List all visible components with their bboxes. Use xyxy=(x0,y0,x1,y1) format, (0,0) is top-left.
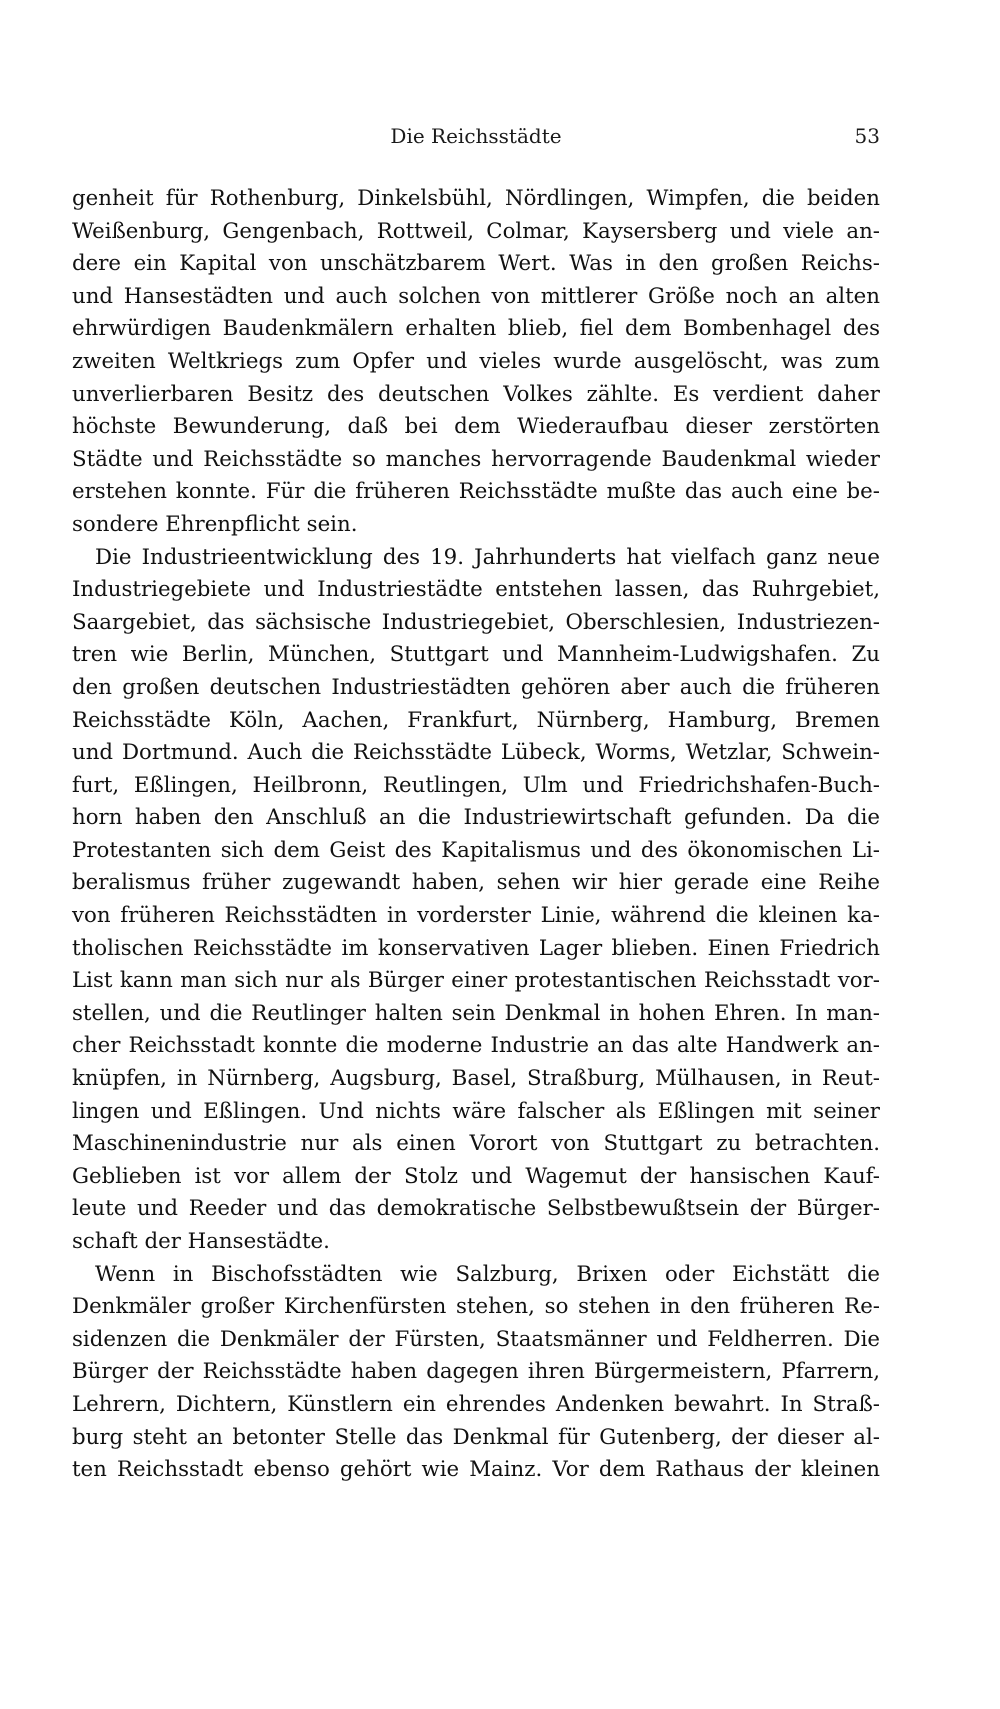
text-line: Städte und Reichsstädte so manches hervorragende Baudenkmal wieder xyxy=(72,446,880,472)
text-line: Geblieben ist vor allem der Stolz und Wagemut der hansischen Kauf- xyxy=(72,1163,880,1189)
text-line: List kann man sich nur als Bürger einer protestantischen Reichsstadt vor- xyxy=(72,968,880,994)
text-line: dere ein Kapital von unschätzbarem Wert. Was in den großen Reichs- xyxy=(72,251,880,277)
text-line: Industriegebiete und Industriestädte entstehen lassen, das Ruhrgebiet, xyxy=(72,577,880,603)
text-line: Wenn in Bischofsstädten wie Salzburg, Brixen oder Eichstätt die xyxy=(95,1261,880,1287)
paragraph xyxy=(72,542,880,1259)
text-line: ten Reichsstadt ebenso gehört wie Mainz. Vor dem Rathaus der kleinen xyxy=(72,1457,880,1483)
body-text xyxy=(72,183,880,1487)
text-line: Saargebiet, das sächsische Industriegebiet, Oberschlesien, Industriezen- xyxy=(72,609,880,635)
text-line: sondere Ehrenpflicht sein. xyxy=(72,511,358,537)
text-line: Die Industrieentwicklung des 19. Jahrhunderts hat vielfach ganz neue xyxy=(95,544,880,570)
text-line: ehrwürdigen Baudenkmälern erhalten blieb, fiel dem Bombenhagel des xyxy=(72,316,880,342)
text-line: furt, Eßlingen, Heilbronn, Reutlingen, Ulm und Friedrichshafen-Buch- xyxy=(72,772,880,798)
text-line: lingen und Eßlingen. Und nichts wäre falscher als Eßlingen mit seiner xyxy=(72,1098,880,1124)
text-line: tren wie Berlin, München, Stuttgart und Mannheim-Ludwigshafen. Zu xyxy=(72,642,880,668)
text-line: leute und Reeder und das demokratische Selbstbewußtsein der Bürger- xyxy=(72,1196,880,1222)
text-line: Reichsstädte Köln, Aachen, Frankfurt, Nürnberg, Hamburg, Bremen xyxy=(72,707,880,733)
text-line: unverlierbaren Besitz des deutschen Volkes zählte. Es verdient daher xyxy=(72,381,880,407)
running-title: Die Reichsstädte xyxy=(390,124,562,148)
text-line: höchste Bewunderung, daß bei dem Wiederaufbau dieser zerstörten xyxy=(72,414,880,440)
text-line: Protestanten sich dem Geist des Kapitalismus und des ökonomischen Li- xyxy=(72,837,880,863)
text-line: horn haben den Anschluß an die Industriewirtschaft gefunden. Da die xyxy=(72,805,880,831)
running-head xyxy=(72,124,880,154)
text-line: von früheren Reichsstädten in vorderster Linie, während die kleinen ka- xyxy=(72,903,880,929)
text-line: sidenzen die Denkmäler der Fürsten, Staatsmänner und Feldherren. Die xyxy=(72,1326,880,1352)
text-line: burg steht an betonter Stelle das Denkmal für Gutenberg, der dieser al- xyxy=(72,1424,880,1450)
text-line: stellen, und die Reutlinger halten sein Denkmal in hohen Ehren. In man- xyxy=(72,1000,880,1026)
text-line: und Dortmund. Auch die Reichsstädte Lübeck, Worms, Wetzlar, Schwein- xyxy=(72,740,880,766)
text-line: Maschinenindustrie nur als einen Vorort von Stuttgart zu betrachten. xyxy=(72,1131,880,1157)
text-line: Denkmäler großer Kirchenfürsten stehen, so stehen in den früheren Re- xyxy=(72,1294,880,1320)
text-line: und Hansestädten und auch solchen von mittlerer Größe noch an alten xyxy=(72,283,880,309)
text-line: Lehrern, Dichtern, Künstlern ein ehrendes Andenken bewahrt. In Straß- xyxy=(72,1391,880,1417)
text-line: knüpfen, in Nürnberg, Augsburg, Basel, Straßburg, Mülhausen, in Reut- xyxy=(72,1066,880,1092)
text-line: Weißenburg, Gengenbach, Rottweil, Colmar, Kaysersberg und viele an- xyxy=(72,218,880,244)
text-line: den großen deutschen Industriestädten gehören aber auch die früheren xyxy=(72,674,880,700)
page-number: 53 xyxy=(854,124,880,148)
text-line: erstehen konnte. Für die früheren Reichsstädte mußte das auch eine be- xyxy=(72,479,880,505)
paragraph xyxy=(72,1259,880,1487)
text-line: schaft der Hansestädte. xyxy=(72,1229,330,1254)
text-line: zweiten Weltkriegs zum Opfer und vieles wurde ausgelöscht, was zum xyxy=(72,348,880,374)
text-line: cher Reichsstadt konnte die moderne Industrie an das alte Handwerk an- xyxy=(72,1033,880,1059)
text-line: Bürger der Reichsstädte haben dagegen ihren Bürgermeistern, Pfarrern, xyxy=(72,1359,880,1385)
text-line: genheit für Rothenburg, Dinkelsbühl, Nördlingen, Wimpfen, die beiden xyxy=(72,186,880,211)
text-line: tholischen Reichsstädte im konservativen Lager blieben. Einen Friedrich xyxy=(72,935,880,961)
paragraph xyxy=(72,183,880,542)
text-line: beralismus früher zugewandt haben, sehen wir hier gerade eine Reihe xyxy=(72,870,880,896)
